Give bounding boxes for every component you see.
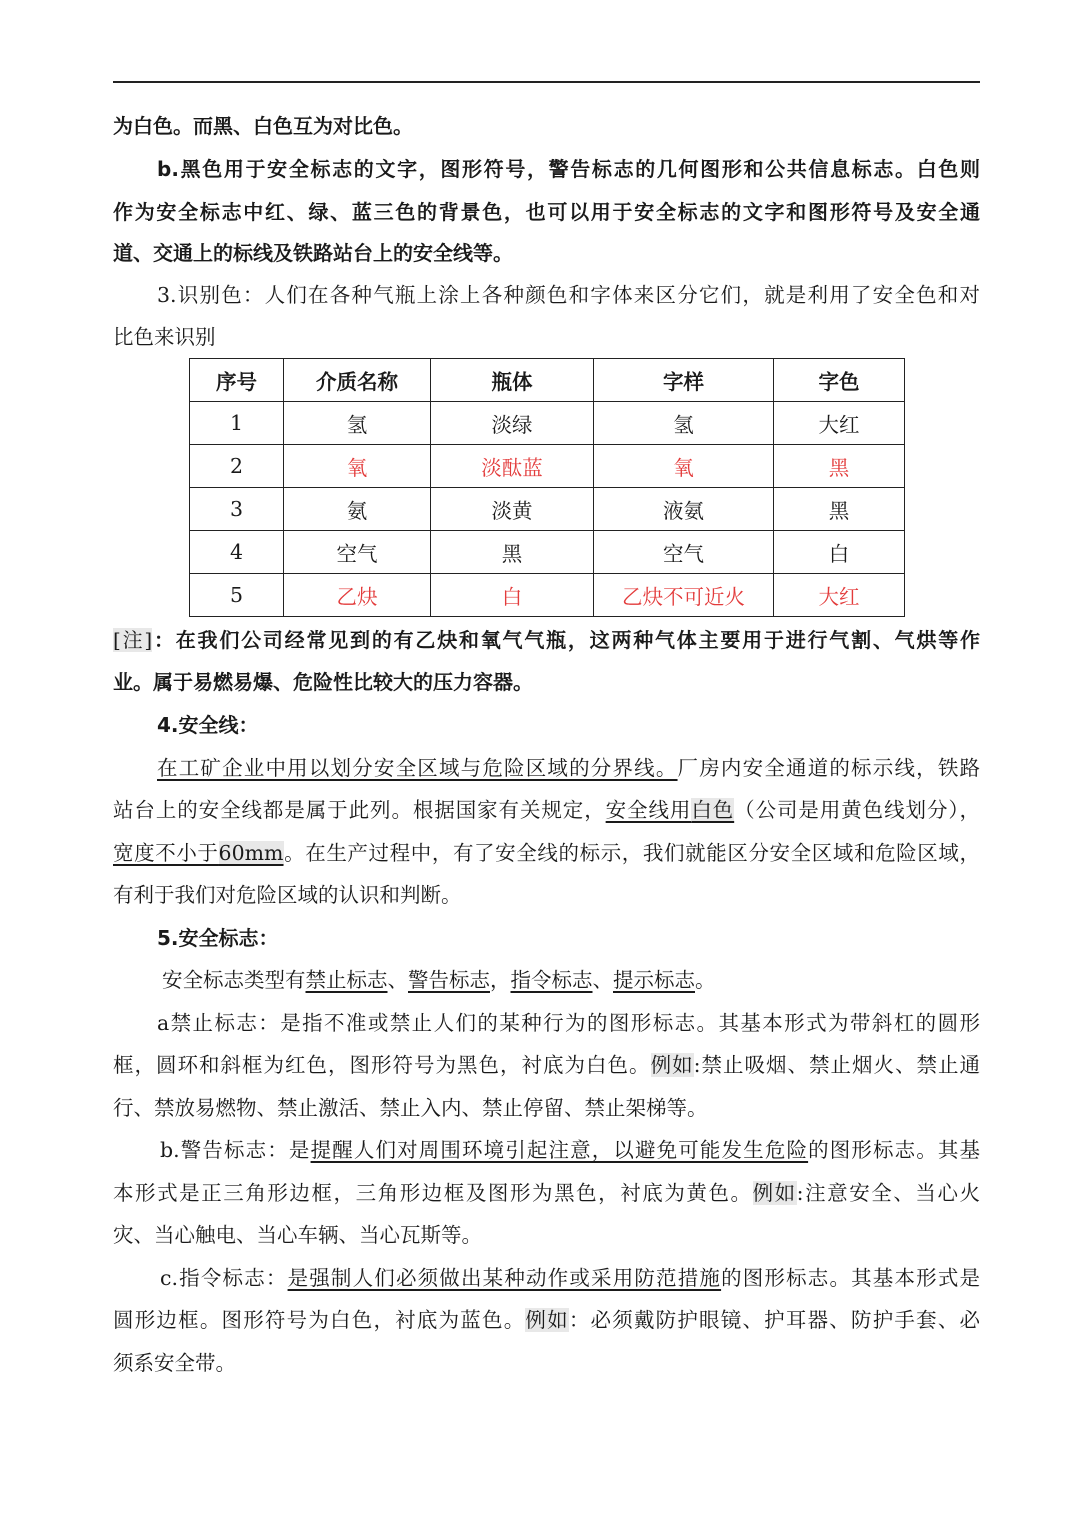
underlined-text: 指令标志 <box>510 968 593 992</box>
table-cell: 2 <box>190 445 284 488</box>
underlined-text: 提示标志 <box>613 968 695 992</box>
text-line <box>113 838 980 868</box>
note-line <box>113 625 980 655</box>
table-cell-highlight: 乙炔 <box>284 574 431 617</box>
text-span: ， <box>490 968 511 992</box>
highlighted-text: 例如 <box>752 1181 797 1205</box>
text-span: 框，圆环和斜框为红色，图形符号为黑色，衬底为白色。 <box>113 1053 651 1077</box>
header-rule <box>113 81 980 83</box>
text-line: 作为安全标志中红、绿、蓝三色的背景色，也可以用于安全标志的文字和图形符号及安全通 <box>113 200 980 224</box>
text-span: 圆形边框。图形符号为白色，衬底为蓝色。 <box>113 1308 526 1332</box>
text-span: 站台上的安全线都是属于此列。根据国家有关规定， <box>113 798 606 822</box>
text-line: 灾、当心触电、当心车辆、当心瓦斯等。 <box>113 1223 482 1247</box>
table-cell: 氢 <box>284 402 431 445</box>
highlighted-text: 60mm <box>218 841 284 865</box>
table-row <box>190 402 905 445</box>
table-row <box>190 531 905 574</box>
underlined-text: 宽度不小于 <box>113 841 219 865</box>
table-cell-highlight: 淡酞蓝 <box>431 445 594 488</box>
table-cell: 黑 <box>774 488 905 531</box>
text-line: 比色来识别 <box>113 325 216 349</box>
text-line <box>160 1135 980 1165</box>
table-cell-highlight: 氧 <box>284 445 431 488</box>
table-cell: 5 <box>190 574 284 617</box>
text-span: 、 <box>592 968 613 992</box>
gas-cylinder-table <box>189 358 905 617</box>
note-label: [注] <box>113 628 153 652</box>
table-cell-highlight: 乙炔不可近火 <box>594 574 774 617</box>
header-cell: 瓶体 <box>431 359 594 402</box>
table-row <box>190 574 905 617</box>
table-cell-highlight: 白 <box>431 574 594 617</box>
text-line: 有利于我们对危险区域的认识和判断。 <box>113 883 462 907</box>
text-span: 安全标志类型有 <box>162 968 306 992</box>
text-line <box>113 795 980 825</box>
table-header-row <box>190 359 905 402</box>
section-title: 4.安全线： <box>157 713 259 737</box>
table-cell-highlight: 大红 <box>774 574 905 617</box>
highlighted-text: 例如 <box>525 1308 569 1332</box>
underlined-text: 是强制人们必须做出某种动作或采用防范措施 <box>287 1266 722 1290</box>
text-line <box>113 1050 980 1080</box>
text-line: 道、交通上的标线及铁路站台上的安全线等。 <box>113 241 513 265</box>
text-span: 本形式是正三角形边框，三角形边框及图形为黑色，衬底为黄色。 <box>113 1181 753 1205</box>
header-cell: 介质名称 <box>284 359 431 402</box>
text-line: 行、禁放易燃物、禁止激活、禁止入内、禁止停留、禁止架梯等。 <box>113 1096 708 1120</box>
underlined-text: 禁止标志 <box>305 968 388 992</box>
text-line <box>157 753 980 783</box>
table-cell: 淡黄 <box>431 488 594 531</box>
text-span: 、 <box>387 968 408 992</box>
text-span: ：必须戴防护眼镜、护耳器、防护手套、必 <box>568 1308 981 1332</box>
text-span: 的图形标志。其基本形式是 <box>721 1266 981 1290</box>
text-span: 厂房内安全通道的标示线，铁路 <box>677 756 981 780</box>
text-line: 为白色。而黑、白色互为对比色。 <box>113 114 413 138</box>
table-cell: 大红 <box>774 402 905 445</box>
text-line <box>162 965 980 995</box>
text-span: :禁止吸烟、禁止烟火、禁止通 <box>693 1053 981 1077</box>
text-span: 的图形标志。其基 <box>808 1138 981 1162</box>
table-cell: 氨 <box>284 488 431 531</box>
header-cell: 序号 <box>190 359 284 402</box>
text-line: b.黑色用于安全标志的文字，图形符号，警告标志的几何图形和公共信息标志。白色则 <box>157 157 980 181</box>
table-row <box>190 488 905 531</box>
highlighted-text: 例如 <box>650 1053 694 1077</box>
table-cell: 黑 <box>431 531 594 574</box>
note-line: 业。属于易燃易爆、危险性比较大的压力容器。 <box>113 670 533 694</box>
highlighted-text: 白色 <box>691 798 735 822</box>
text-line: a禁止标志：是指不准或禁止人们的某种行为的图形标志。其基本形式为带斜杠的圆形 <box>157 1011 980 1035</box>
table-cell-highlight: 氧 <box>594 445 774 488</box>
table-cell: 1 <box>190 402 284 445</box>
table-cell: 氢 <box>594 402 774 445</box>
table-cell: 空气 <box>284 531 431 574</box>
text-span: （公司是用黄色线划分）， <box>734 798 981 822</box>
table-cell: 空气 <box>594 531 774 574</box>
underlined-text: 警告标志 <box>408 968 490 992</box>
underlined-text: 提醒人们对周围环境引起注意，以避免可能发生危险 <box>310 1138 809 1162</box>
underlined-text: 在工矿企业中用以划分安全区域与危险区域的分界线。 <box>157 756 678 780</box>
note-text: ：在我们公司经常见到的有乙炔和氧气气瓶，这两种气体主要用于进行气割、气烘等作 <box>152 628 981 652</box>
table-cell: 4 <box>190 531 284 574</box>
table-cell-highlight: 黑 <box>774 445 905 488</box>
header-cell: 字样 <box>594 359 774 402</box>
table-cell: 白 <box>774 531 905 574</box>
text-span: 。 <box>695 968 716 992</box>
text-line <box>113 1178 980 1208</box>
section-title: 5.安全标志： <box>157 926 279 950</box>
text-span: b.警告标志：是 <box>160 1138 311 1162</box>
underlined-text: 安全线用 <box>605 798 692 822</box>
table-cell: 液氨 <box>594 488 774 531</box>
text-line: 3.识别色：人们在各种气瓶上涂上各种颜色和字体来区分它们，就是利用了安全色和对 <box>157 283 980 307</box>
table-cell: 淡绿 <box>431 402 594 445</box>
header-cell: 字色 <box>774 359 905 402</box>
text-span: :注意安全、当心火 <box>796 1181 981 1205</box>
text-span: 。在生产过程中，有了安全线的标示，我们就能区分安全区域和危险区域， <box>283 841 980 865</box>
text-line <box>113 1305 980 1335</box>
text-span: c.指令标志： <box>160 1266 288 1290</box>
table-cell: 3 <box>190 488 284 531</box>
text-line: 须系安全带。 <box>113 1351 236 1375</box>
text-line <box>160 1263 980 1293</box>
table-row <box>190 445 905 488</box>
